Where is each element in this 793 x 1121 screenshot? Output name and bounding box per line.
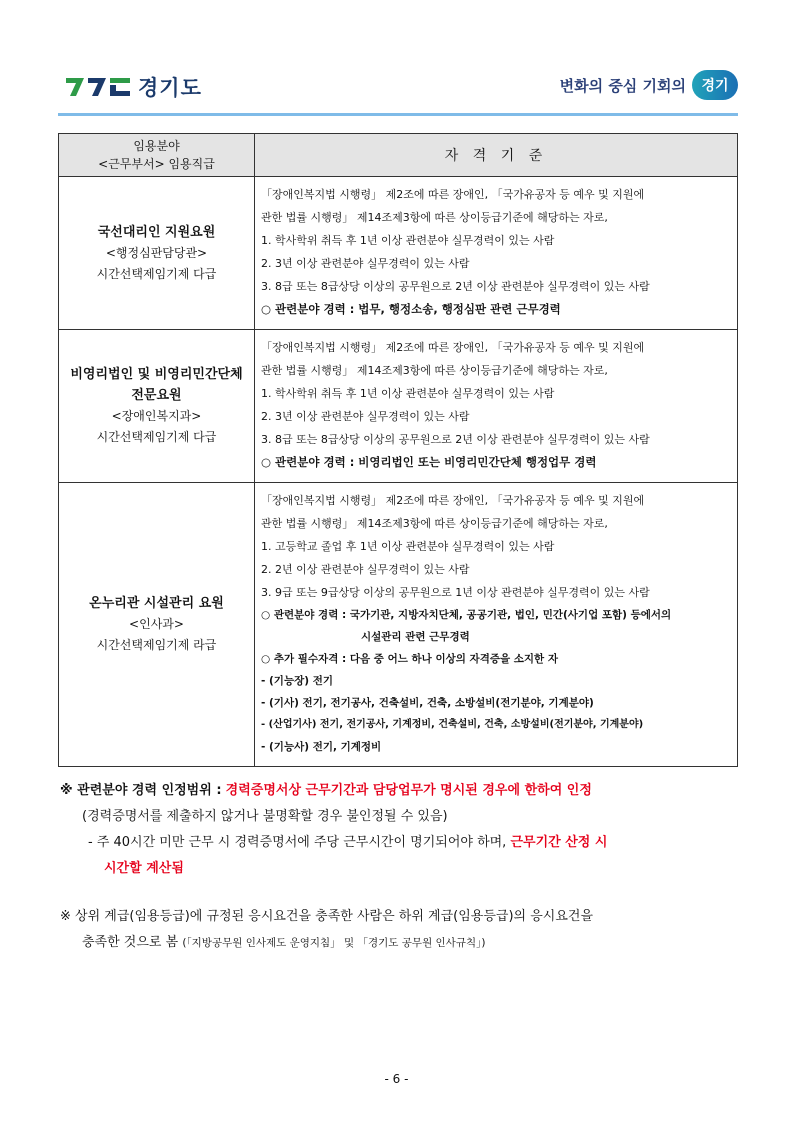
grade: 시간선택제임기제 라급: [96, 638, 217, 652]
criteria-line: 3. 8급 또는 8급상당 이상의 공무원으로 2년 이상 관련분야 실무경력이 있는 사람: [261, 280, 650, 293]
position-title: 국선대리인 지원요원: [97, 224, 216, 240]
table-row: [59, 177, 738, 330]
certificate-item: - (기사) 전기, 전기공사, 건축설비, 건축, 소방설비(전기분야, 기계분야): [261, 697, 594, 709]
criteria-line: 1. 학사학위 취득 후 1년 이상 관련분야 실무경력이 있는 사람: [261, 234, 555, 247]
criteria-line: 관한 법률 시행령」 제14조제3항에 따른 상이등급기준에 해당하는 자로,: [261, 211, 608, 224]
position-cell: [59, 330, 255, 483]
note-higher-grade-text: 충족한 것으로 봄: [82, 935, 179, 950]
position-cell: [59, 177, 255, 330]
notes-section: [60, 778, 740, 956]
criteria-line: 3. 8급 또는 8급상당 이상의 공무원으로 2년 이상 관련분야 실무경력이 있는 사람: [261, 433, 650, 446]
table-row: [59, 330, 738, 483]
note-experience-scope: [60, 778, 740, 804]
note-label: ※ 관련분야 경력 인정범위 :: [60, 783, 222, 798]
criteria-line: 「장애인복지법 시행령」 제2조에 따른 장애인, 「국가유공자 등 예우 및 지원에: [261, 494, 645, 507]
criteria-line: 관한 법률 시행령」 제14조제3항에 따른 상이등급기준에 해당하는 자로,: [261, 364, 608, 377]
related-experience: ○ 관련분야 경력 : 국가기관, 지방자치단체, 공공기관, 법인, 민간(사기업 포함) 등에서의: [261, 609, 672, 621]
position-title: 온누리관 시설관리 요원: [89, 596, 224, 611]
criteria-line: 3. 9급 또는 9급상당 이상의 공무원으로 1년 이상 관련분야 실무경력이 있는 사람: [261, 586, 650, 599]
criteria-cell: [255, 330, 738, 483]
note-paren: (경력증명서를 제출하지 않거나 불명확할 경우 불인정될 수 있음): [82, 809, 448, 824]
slogan-text: 변화의 중심 기회의: [559, 76, 686, 95]
certificate-item: - (산업기사) 전기, 전기공사, 기계정비, 건축설비, 건축, 소방설비(전기분야, 기계분야): [261, 719, 644, 730]
header-field-label: 임용분야: [133, 139, 180, 153]
slogan-badge: 경기: [692, 70, 738, 100]
grade: 시간선택제임기제 다급: [96, 430, 217, 444]
logo-mark-icon: [66, 75, 132, 99]
table-row: [59, 483, 738, 767]
gyeonggi-logo: [66, 72, 202, 102]
note-sub: [60, 830, 740, 856]
related-experience: ○ 관련분야 경력 : 법무, 행정소송, 행정심판 관련 근무경력: [261, 302, 561, 316]
department: <행정심판담당관>: [105, 245, 208, 260]
note-reference: (「지방공무원 인사제도 운영지침」 및 「경기도 공무원 인사규칙」): [182, 937, 486, 949]
table-header-row: [59, 134, 738, 177]
certificate-item: - (기능사) 전기, 기계정비: [261, 741, 382, 753]
certificate-item: - (기능장) 전기: [261, 675, 333, 687]
grade: 시간선택제임기제 다급: [96, 266, 217, 281]
criteria-line: 1. 학사학위 취득 후 1년 이상 관련분야 실무경력이 있는 사람: [261, 387, 555, 400]
page-header: [58, 62, 738, 117]
criteria-line: 2. 3년 이상 관련분야 실무경력이 있는 사람: [261, 257, 470, 270]
qualification-table: [58, 133, 738, 767]
header-rule: [58, 113, 738, 116]
department: <장애인복지과>: [111, 409, 202, 423]
criteria-cell: [255, 177, 738, 330]
note-sub-emphasis-cont: 시간할 계산됨: [104, 861, 184, 876]
note-higher-grade-cont: [60, 930, 740, 956]
org-name: 경기도: [138, 76, 202, 100]
note-higher-grade: ※ 상위 계급(임용등급)에 규정된 응시요건을 충족한 사람은 하위 계급(임용등급)의 응시요건을: [60, 909, 594, 924]
criteria-line: 2. 2년 이상 관련분야 실무경력이 있는 사람: [261, 563, 470, 576]
header-dept-grade-label: <근무부서> 임용직급: [98, 157, 215, 171]
criteria-line: 1. 고등학교 졸업 후 1년 이상 관련분야 실무경력이 있는 사람: [261, 540, 555, 553]
criteria-line: 「장애인복지법 시행령」 제2조에 따른 장애인, 「국가유공자 등 예우 및 지원에: [261, 341, 645, 354]
criteria-cell: [255, 483, 738, 767]
note-emphasis: 경력증명서상 근무기간과 담당업무가 명시된 경우에 한하여 인정: [225, 783, 592, 798]
slogan-logo: [560, 70, 738, 100]
page-number: - 6 -: [384, 1072, 409, 1086]
related-experience-cont: 시설관리 관련 근무경력: [361, 631, 470, 643]
note-sub-text: - 주 40시간 미만 근무 시 경력증명서에 주당 근무시간이 명기되어야 하며,: [88, 835, 507, 850]
criteria-line: 2. 3년 이상 관련분야 실무경력이 있는 사람: [261, 410, 470, 423]
position-cell: [59, 483, 255, 767]
header-field-cell: [59, 134, 255, 177]
position-title: 비영리법인 및 비영리민간단체: [70, 367, 243, 382]
criteria-line: 「장애인복지법 시행령」 제2조에 따른 장애인, 「국가유공자 등 예우 및 지원에: [261, 188, 645, 201]
position-title-cont: 전문요원: [131, 388, 182, 403]
note-sub-emphasis: 근무기간 산정 시: [510, 835, 608, 850]
department: <인사과>: [129, 617, 184, 631]
criteria-line: 관한 법률 시행령」 제14조제3항에 따른 상이등급기준에 해당하는 자로,: [261, 517, 608, 530]
extra-requirement-title: ○ 추가 필수자격 : 다음 중 어느 하나 이상의 자격증을 소지한 자: [261, 653, 559, 665]
header-criteria-cell: 자 격 기 준: [255, 134, 738, 177]
related-experience: ○ 관련분야 경력 : 비영리법인 또는 비영리민간단체 행정업무 경력: [261, 455, 597, 469]
